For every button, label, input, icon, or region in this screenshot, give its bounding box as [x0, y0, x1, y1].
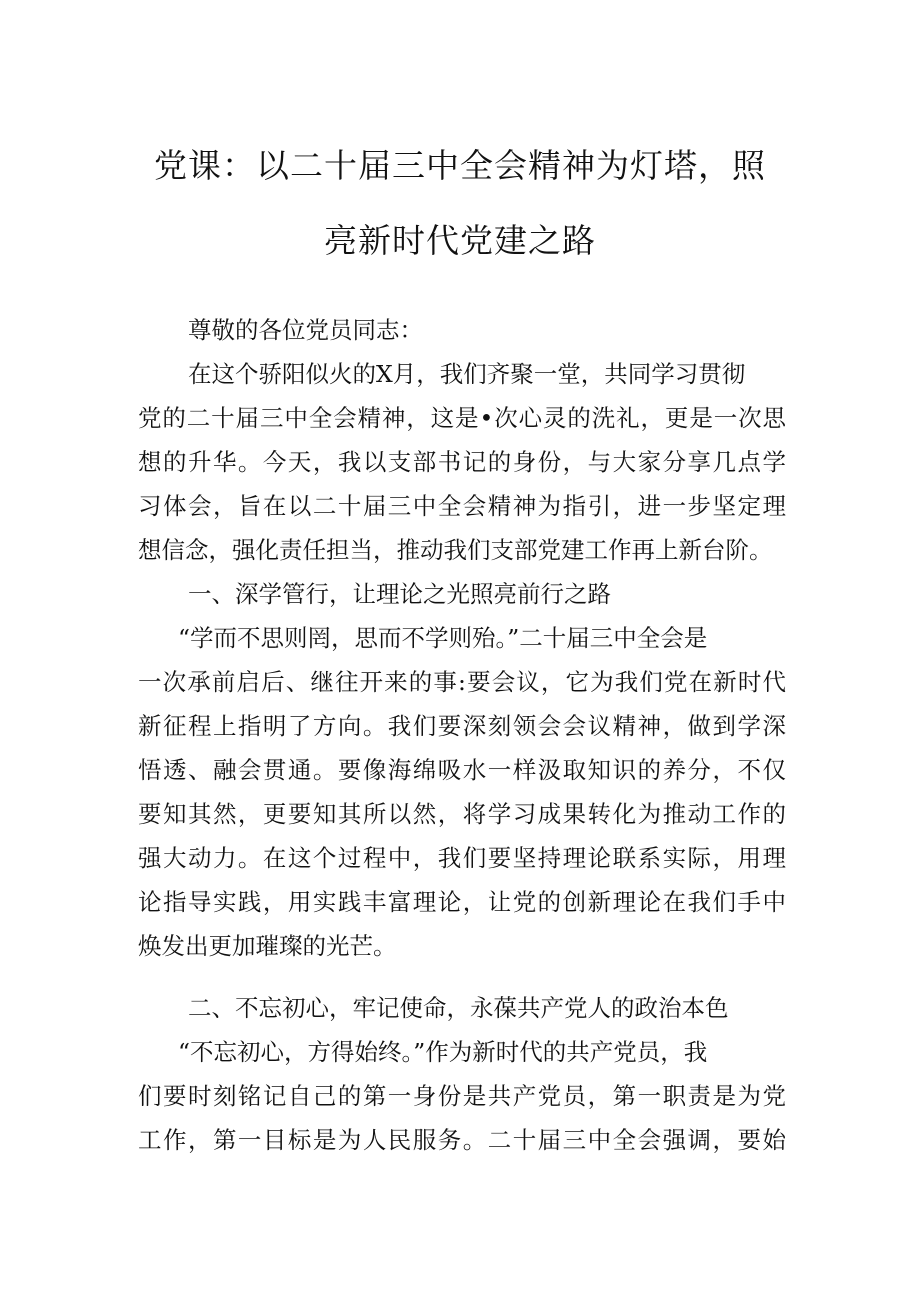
paragraph-line: 想信念，强化责任担当，推动我们支部党建工作再上新台阶。 [138, 536, 773, 564]
paragraph-line: 想的升华。今天，我以支部书记的身份，与大家分享几点学 [138, 448, 786, 476]
paragraph-line: 要知其然，更要知其所以然，将学习成果转化为推动工作的 [138, 800, 786, 828]
paragraph-line: “不忘初心，方得始终。”作为新时代的共产党员，我 [178, 1038, 708, 1066]
paragraph-line: 习体会，旨在以二十届三中全会精神为指引，进一步坚定理 [138, 492, 786, 520]
paragraph-line: 党的二十届三中全会精神，这是•次心灵的洗礼，更是一次思 [138, 404, 786, 432]
paragraph-line: 工作，第一目标是为人民服务。二十届三中全会强调，要始 [138, 1126, 786, 1154]
paragraph-gap [138, 968, 786, 986]
section-heading: 二、不忘初心，牢记使命，永葆共产党人的政治本色 [188, 994, 729, 1022]
paragraph-line: 悟透、融会贯通。要像海绵吸水一样汲取知识的养分，不仅 [138, 756, 786, 784]
document-title-line-2: 亮新时代党建之路 [324, 221, 596, 260]
paragraph-line: 强大动力。在这个过程中，我们要坚持理论联系实际，用理 [138, 844, 786, 872]
paragraph-line: 新征程上指明了方向。我们要深刻领会会议精神，做到学深 [138, 712, 786, 740]
paragraph-line: “学而不思则罔，思而不学则殆。”二十届三中全会是 [178, 624, 708, 652]
section-heading: 一、深学管行，让理论之光照亮前行之路 [188, 580, 611, 608]
document-title-line-1: 党课：以二十届三中全会精神为灯塔，照 [154, 146, 766, 185]
document-body [138, 308, 786, 1162]
paragraph-line: 论指导实践，用实践丰富理论，让党的创新理论在我们手中 [138, 888, 786, 916]
paragraph-line: 在这个骄阳似火的X月，我们齐聚一堂，共同学习贯彻 [188, 360, 746, 388]
paragraph-line: 们要时刻铭记自己的第一身份是共产党员，第一职责是为党 [138, 1082, 786, 1110]
salutation: 尊敬的各位党员同志： [188, 316, 423, 344]
paragraph-line: 焕发出更加璀璨的光芒。 [138, 932, 397, 960]
paragraph-line: 一次承前启后、继往开来的事:要会议，它为我们党在新时代 [138, 668, 786, 696]
